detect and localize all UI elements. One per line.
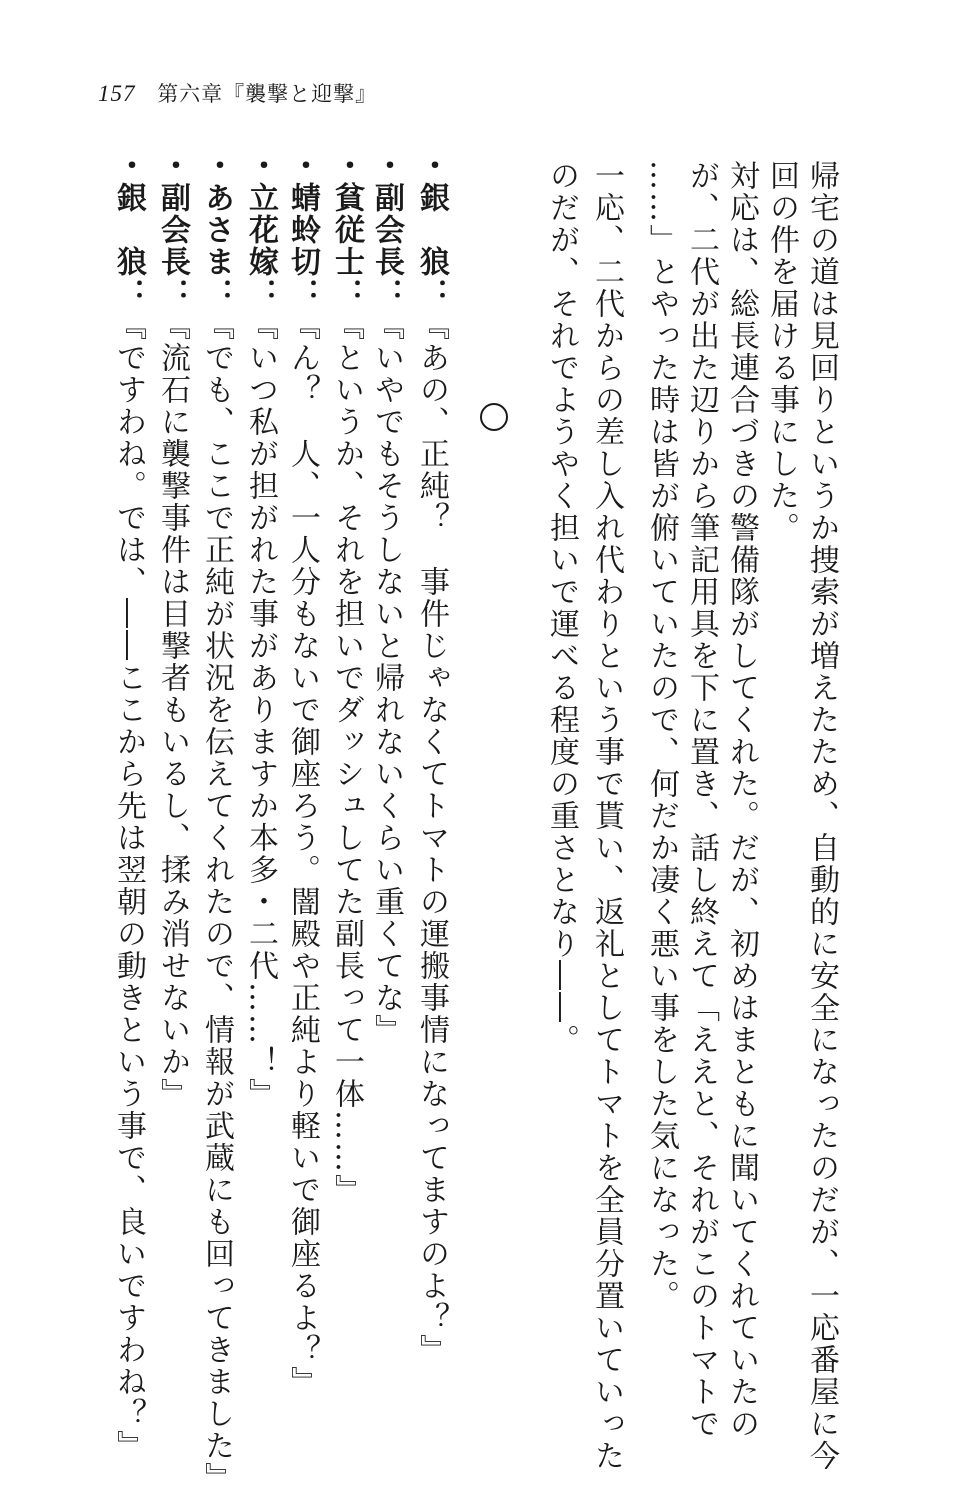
dialogue-line [199, 150, 234, 1494]
dialogue-line [414, 150, 449, 1366]
dialogue-line [285, 150, 320, 1398]
dialogue-text: 『いやでもそうしないと帰れないくらい重くてな』 [369, 310, 404, 1046]
narration-line: 帰宅の道は見回りというか捜索が増えたため、自動的に安全になったのだが、一応番屋に今 [804, 160, 839, 1472]
speaker-name: ・副会長： [155, 150, 190, 310]
dialogue-text: 『いつ私が担がれた事がありますか本多・二代……！』 [243, 310, 278, 1110]
narration-line: が、二代が出た辺りから筆記用具を下に置き、話し終えて「ええと、それがこのトマトで [684, 160, 719, 1440]
speaker-name: ・蜻蛉切： [285, 150, 320, 310]
narration-line: ……」とやった時は皆が俯いていたので、何だか凄く悪い事をした気になった。 [644, 160, 679, 1312]
speaker-name: ・貧従士： [329, 150, 364, 310]
narration-line: のだが、それでようやく担いで運べる程度の重さとなり――。 [544, 160, 579, 1056]
scene-break-circle [480, 403, 508, 431]
dialogue-line [329, 150, 364, 1230]
dialogue-text: 『あの、正純？ 事件じゃなくてトマトの運搬事情になってますのよ？』 [414, 310, 449, 1366]
narration-line: 一応、二代からの差し入れ代わりという事で貰い、返礼としてトマトを全員分置いていった [589, 160, 624, 1472]
dialogue-line [243, 150, 278, 1230]
dialogue-text: 『というか、それを担いでダッシュしてた副長って一体……』 [329, 310, 364, 1206]
page-header [98, 78, 377, 108]
dialogue-text: 『ん？ 人、一人分もないで御座ろう。闇殿や正純より軽いで御座るよ？』 [285, 310, 320, 1398]
dialogue-text: 『ですわね。では、――ここから先は翌朝の動きという事で、良いですわね？』 [111, 310, 146, 1462]
speaker-name: ・あさま： [199, 150, 234, 310]
dialogue-text: 『でも、ここで正純が状況を伝えてくれたので、情報が武蔵にも回ってきました』 [199, 310, 234, 1494]
dialogue-line [111, 150, 146, 1462]
chapter-title: 第六章『襲撃と迎撃』 [157, 82, 378, 106]
dialogue-line [369, 150, 404, 1230]
dialogue-line [155, 150, 190, 1230]
speaker-name: ・副会長： [369, 150, 404, 310]
narration-line: 回の件を届ける事にした。 [764, 160, 799, 544]
speaker-name: ・立花嫁： [243, 150, 278, 310]
dialogue-text: 『流石に襲撃事件は目撃者もいるし、揉み消せないか』 [155, 310, 190, 1110]
speaker-name: ・銀 狼： [111, 150, 146, 310]
speaker-name: ・銀 狼： [414, 150, 449, 310]
narration-line: 対応は、総長連合づきの警備隊がしてくれた。だが、初めはまともに聞いてくれていたの [724, 160, 759, 1440]
page-number: 157 [98, 81, 136, 106]
